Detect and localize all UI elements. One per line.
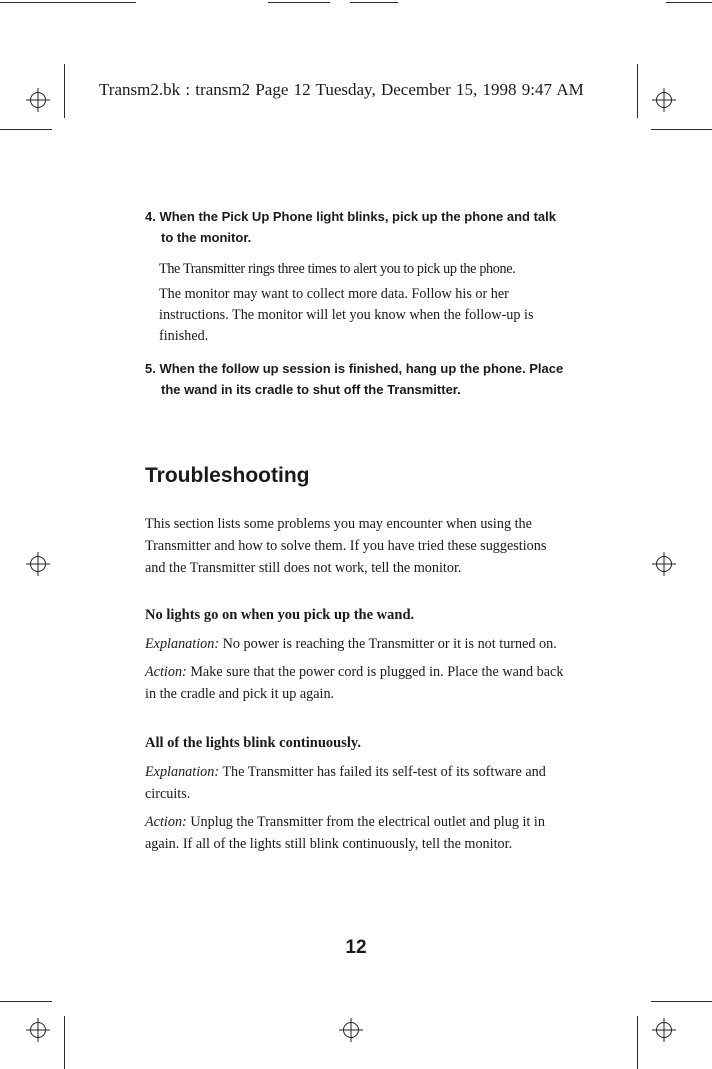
step-heading-text: When the Pick Up Phone light blinks, pick up the phone and talk to the monitor. bbox=[159, 209, 557, 245]
problem-2 bbox=[145, 732, 565, 855]
registration-mark-icon bbox=[26, 552, 50, 576]
step-heading bbox=[145, 206, 565, 248]
action-label: Action: bbox=[145, 664, 187, 680]
problem-heading: All of the lights blink continuously. bbox=[145, 735, 361, 751]
section-title: Troubleshooting bbox=[145, 464, 310, 487]
crop-mark-top-left-vertical bbox=[64, 64, 65, 118]
step-4 bbox=[145, 206, 565, 347]
problem-explanation bbox=[145, 633, 565, 655]
step-number: 4. bbox=[145, 209, 156, 224]
action-text: Unplug the Transmitter from the electrical outlet and plug it in again. If all of the lights still blink continuously, tell the monitor. bbox=[145, 814, 545, 852]
page-number: 12 bbox=[345, 937, 367, 958]
top-rule-center-b bbox=[350, 2, 398, 3]
registration-mark-icon bbox=[652, 1018, 676, 1042]
registration-mark-icon bbox=[652, 552, 676, 576]
problem-1 bbox=[145, 604, 565, 705]
action-label: Action: bbox=[145, 814, 187, 830]
file-slug: Transm2.bk : transm2 Page 12 Tuesday, December 15, 1998 9:47 AM bbox=[99, 80, 584, 99]
crop-mark-bottom-left-horizontal bbox=[0, 1001, 52, 1002]
crop-mark-bottom-left-vertical bbox=[64, 1016, 65, 1069]
registration-mark-icon bbox=[26, 88, 50, 112]
step-5 bbox=[145, 358, 565, 400]
step-heading-text: When the follow up session is finished, hang up the phone. Place the wand in its cradle to shut off the Transmitter. bbox=[159, 361, 564, 397]
crop-mark-top-left-horizontal bbox=[0, 129, 52, 130]
explanation-text: The Transmitter has failed its self-test of its software and circuits. bbox=[145, 764, 546, 802]
explanation-label: Explanation: bbox=[145, 764, 220, 780]
problem-action bbox=[145, 661, 565, 705]
crop-mark-bottom-right-vertical bbox=[637, 1016, 638, 1069]
registration-mark-icon bbox=[339, 1018, 363, 1042]
step-number: 5. bbox=[145, 361, 156, 376]
top-rule-right bbox=[666, 2, 712, 3]
crop-mark-top-right-horizontal bbox=[651, 129, 712, 130]
registration-mark-icon bbox=[26, 1018, 50, 1042]
registration-mark-icon bbox=[652, 88, 676, 112]
problem-explanation bbox=[145, 761, 565, 805]
step-paragraph: The Transmitter rings three times to alert you to pick up the phone. bbox=[159, 261, 516, 277]
problem-action bbox=[145, 811, 565, 855]
crop-mark-top-right-vertical bbox=[637, 64, 638, 118]
problem-heading: No lights go on when you pick up the wand. bbox=[145, 607, 415, 623]
explanation-text: No power is reaching the Transmitter or it is not turned on. bbox=[222, 636, 557, 652]
page-content bbox=[145, 206, 565, 855]
action-text: Make sure that the power cord is plugged in. Place the wand back in the cradle and pick it up again. bbox=[145, 664, 564, 702]
top-rule-left bbox=[0, 2, 136, 3]
explanation-label: Explanation: bbox=[145, 636, 220, 652]
step-heading bbox=[145, 358, 565, 400]
section-intro: This section lists some problems you may encounter when using the Transmitter and how to solve them. If you have tried these suggestions and the Transmitter still does not work, tell the monitor. bbox=[145, 516, 547, 576]
top-rule-center-a bbox=[268, 2, 330, 3]
crop-mark-bottom-right-horizontal bbox=[651, 1001, 712, 1002]
step-paragraph: The monitor may want to collect more data. Follow his or her instructions. The monitor will let you know when the follow-up is finished. bbox=[159, 286, 534, 344]
